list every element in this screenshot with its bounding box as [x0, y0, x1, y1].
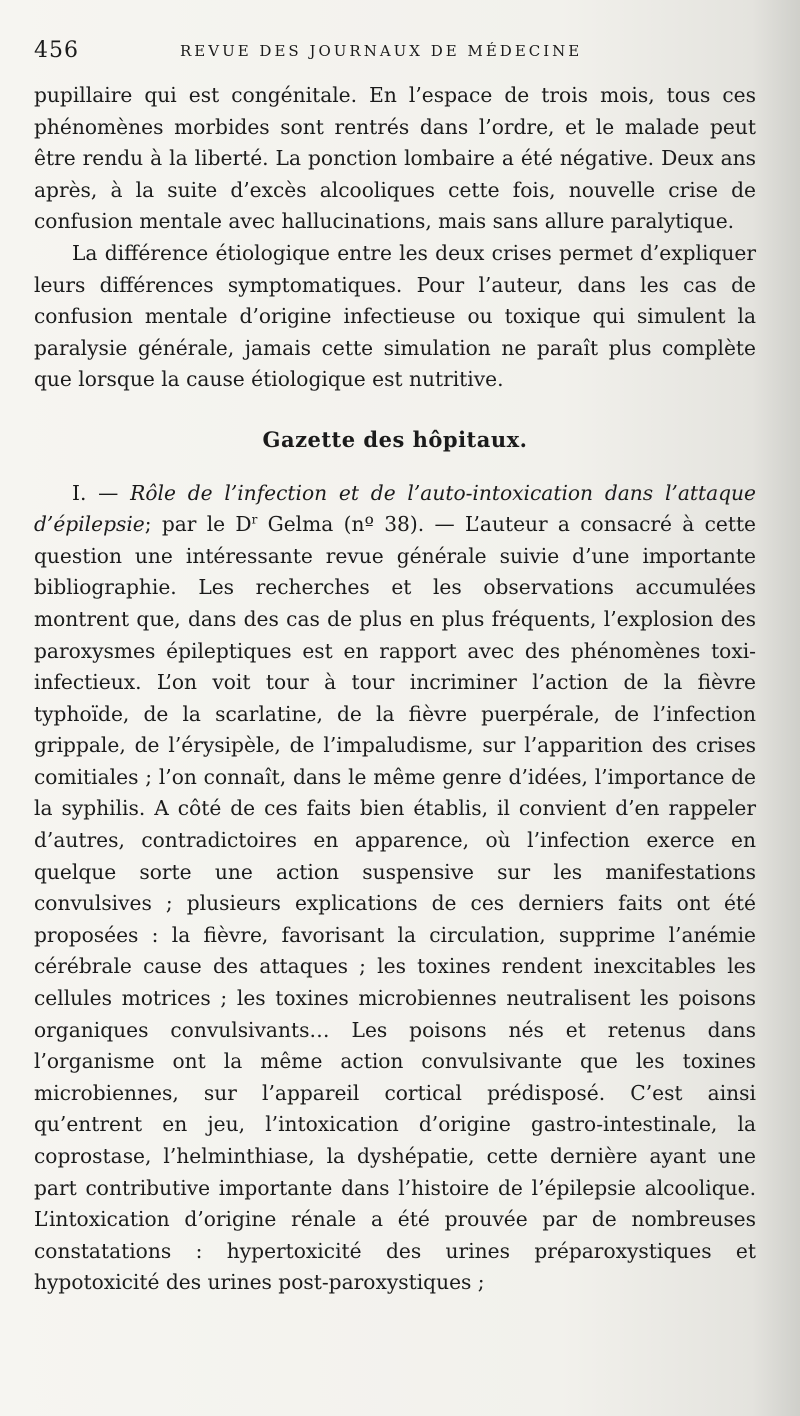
item-number: I. —	[72, 480, 131, 505]
page-number: 456	[34, 38, 79, 63]
article-item-1	[34, 478, 756, 1299]
item-byline-post: Gelma (nº 38). —	[257, 512, 465, 537]
paragraph-etiology: La différence étiologique entre les deux crises permet d’expliquer leurs différences symptomatiques. Pour l’auteur, dans les cas de confusion mentale d’origine infectieuse ou toxique qui simulent la paralysie générale, jamais cette simulation ne paraît plus complète que lorsque la cause étiologique est nutritive.	[34, 240, 756, 392]
item-byline-sup: r	[251, 512, 258, 527]
item-title: Rôle de l’infection et de l’auto-intoxication dans l’attaque d’épilepsie	[34, 480, 756, 537]
item-byline-pre: ; par le D	[144, 512, 252, 537]
paragraph-continuation: pupillaire qui est congénitale. En l’espace de trois mois, tous ces phénomènes morbides sont rentrés dans l’ordre, et le malade peut être rendu à la liberté. La ponction lombaire a été négative. Deux ans après, à la suite d’excès alcooliques cette fois, nouvelle crise de confusion mentale avec hallucinations, mais sans allure paralytique.	[34, 83, 756, 234]
running-title: REVUE DES JOURNAUX DE MÉDECINE	[180, 42, 583, 60]
section-title: Gazette des hôpitaux.	[262, 426, 528, 452]
item-body: L’auteur a consacré à cette question une intéressante revue générale suivie d’une importante bibliographie. Les recherches et les observations accumulées montrent que, dans des cas de plus en plus fréquents, l’explosion des paroxysmes épileptiques est en rapport avec des phénomènes toxi-infectieux. L’on voit tour à tour incriminer l’action de la fièvre typhoïde, de la scarlatine, de la fièvre puerpérale, de l’infection grippale, de l’érysipèle, de l’impaludisme, sur l’apparition des crises comitiales ; l’on connaît, dans le même genre d’idées, l’importance de la syphilis. A côté de ces faits bien établis, il convient d’en rappeler d’autres, contradictoires en apparence, où l’infection exerce en quelque sorte une action suspensive sur les manifestations convulsives ; plusieurs explications de ces derniers faits ont été proposées : la fièvre, favorisant la circulation, supprime l’anémie cérébrale cause des attaques ; les toxines rendent inexcitables les cellules motrices ; les toxines microbiennes neutralisent les poisons organiques convulsivants… Les poisons nés et retenus dans l’organisme ont la même action convulsivante que les toxines microbiennes, sur l’appareil cortical prédisposé. C’est ainsi qu’entrent en jeu, l’intoxication d’origine gastro-intestinale, la coprostase, l’helminthiase, la dyshépatie, cette dernière ayant une part contributive importante dans l’histoire de l’épilepsie alcoolique. L’intoxication d’origine rénale a été prouvée par de nombreuses constatations : hypertoxicité des urines préparoxystiques et hypotoxicité des urines post-paroxystiques ;	[34, 512, 757, 1295]
body-text	[34, 80, 756, 1299]
page-header	[34, 38, 756, 68]
